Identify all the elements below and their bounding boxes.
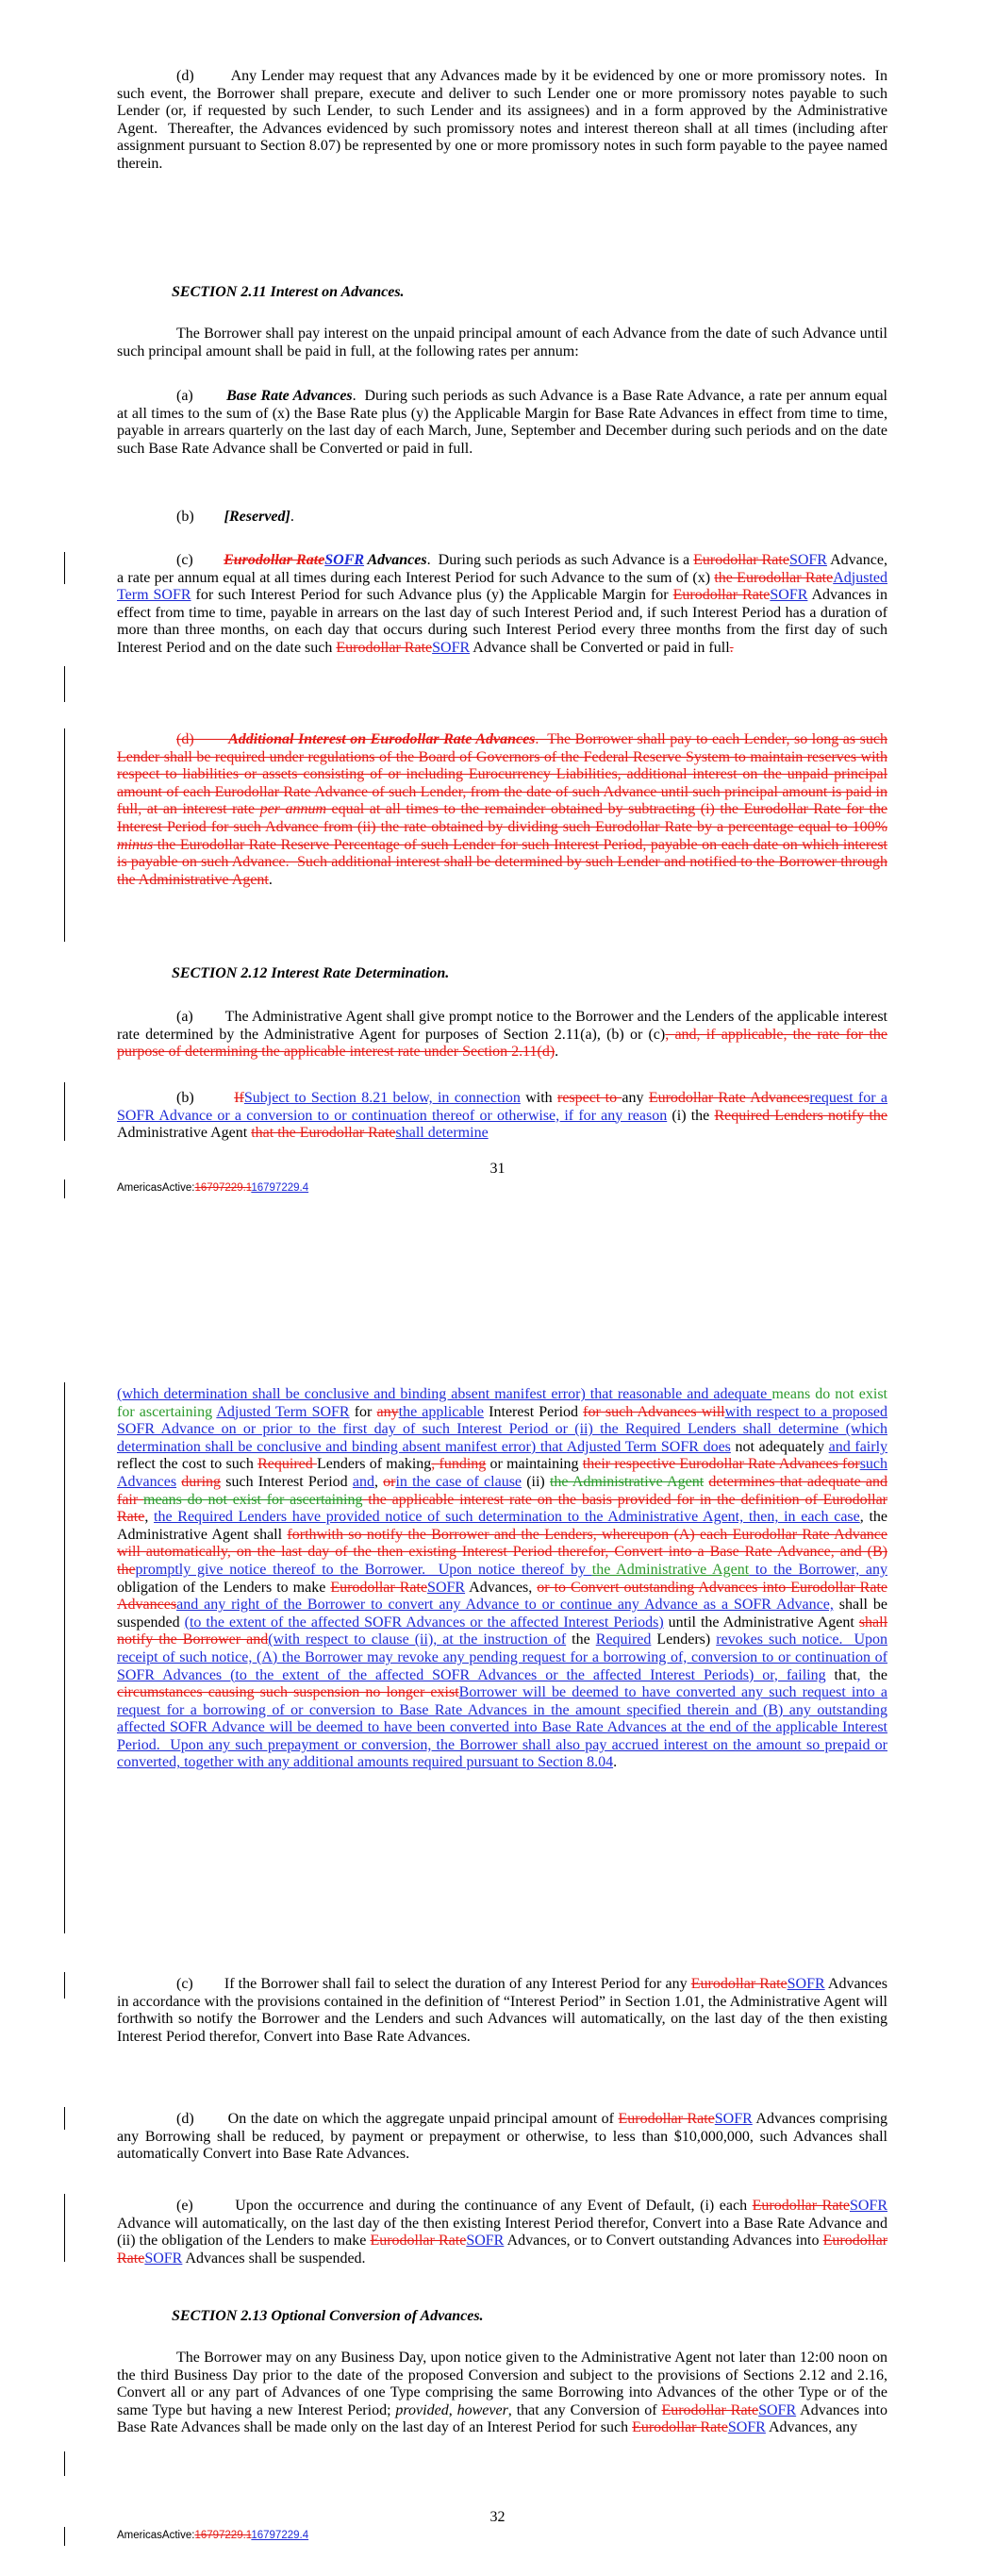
paragraph-2-12b-continued: (which determination shall be conclusive and binding absent manifest error) that reasonable and adequate means do not exist for ascertaining Adjusted Term SOFR for anythe applicable Interest Period for such Advances willwith respect to a proposed SOFR Advance on or prior to the first day of such Interest Period or (ii) the Required Lenders shall determine (which determination shall be conclusive and binding absent manifest error) that Adjusted Term SOFR does not adequately and fairly reflect the cost to such Required Lenders of making, funding or maintaining their respective Eurodollar Rate Advances forsuch Advances during such Interest Period and, orin the case of clause (ii) the Administrative Agent determines that adequate and fair means do not exist for ascertaining the applicable interest rate on the basis provided for in the definition of Eurodollar Rate, the Required Lenders have provided notice of such determination to the Administrative Agent, then, in each case, the Administrative Agent shall forthwith so notify the Borrower and the Lenders, whereupon (A) each Eurodollar Rate Advance will automatically, on the last day of the then existing Interest Period therefor, Convert into a Base Rate Advance, and (B) thepromptly give notice thereof to the Borrower. Upon notice thereof by the Administrative Agent to the Borrower, any obligation of the Lenders to make Eurodollar RateSOFR Advances, or to Convert outstanding Advances into Eurodollar Rate Advancesand any right of the Borrower to convert any Advance to or continue any Advance as a SOFR Advance, shall be suspended (to the extent of the affected SOFR Advances or the affected Interest Periods) until the Administrative Agent shall notify the Borrower and(with respect to clause (ii), at the instruction of the Required Lenders) revokes such notice. Upon receipt of such notice, (A) the Borrower may revoke any pending request for a borrowing of, conversion to or continuation of SOFR Advances (to the extent of the affected SOFR Advances or the affected Interest Periods) or, failing that, the circumstances causing such suspension no longer existBorrower will be deemed to have converted any such request into a request for a borrowing of or conversion to Base Rate Advances in the amount specified therein and (B) any outstanding affected SOFR Advance will be deemed to have been converted into Base Rate Advances at the end of the applicable Interest Period. Upon any such prepayment or conversion, the Borrower shall also pay accrued interest on the amount so prepaid or converted, together with any additional amounts required pursuant to Section 8.04.: [117, 1386, 888, 1771]
page-number: 31: [489, 1161, 506, 1177]
paragraph-2-11b: (b) [Reserved].: [176, 509, 294, 525]
change-bar: [64, 1972, 65, 1999]
change-bar: [64, 2527, 65, 2546]
change-bar: [64, 552, 65, 584]
paragraph-2-12c: (c) If the Borrower shall fail to select the duration of any Interest Period for any Eurodollar RateSOFR Advances in accordance with the provisions contained in the definition of “Interest Period” in Section 1.01, the Administrative Agent will forthwith so notify the Borrower and the Lenders and such Advances will automatically, on the last day of the then existing Interest Period therefor, Convert into Base Rate Advances.: [117, 1976, 888, 2045]
page-number: 32: [489, 2509, 506, 2525]
change-bar: [64, 2451, 65, 2476]
change-bar: [64, 2194, 65, 2262]
paragraph-2-11a: (a) Base Rate Advances. During such periods as such Advance is a Base Rate Advance, a rate per annum equal at all times to the sum of (x) the Base Rate plus (y) the Applicable Margin for Base Rate Advances in effect from time to time, payable in arrears quarterly on the last day of each March, June, September and December during such periods and on the date such Base Rate Advance shall be Converted or paid in full.: [117, 388, 887, 457]
footer-doc-id: AmericasActive:16797229.116797229.4: [117, 2530, 309, 2541]
paragraph-2-12a: (a) The Administrative Agent shall give prompt notice to the Borrower and the Lenders of the applicable interest rate determined by the Administrative Agent for purposes of Section 2.11(a), (b) or (c), and, if applicable, the rate for the purpose of determining the applicable interest rate under Section 2.11(d).: [117, 1009, 888, 1061]
section-heading-2-12: SECTION 2.12 Interest Rate Determination.: [172, 965, 450, 981]
paragraph-2-12e: (e) Upon the occurrence and during the continuance of any Event of Default, (i) each Eurodollar RateSOFR Advance will automatically, on the last day of the then existing Interest Period therefor, Convert into a Base Rate Advance and (ii) the obligation of the Lenders to make Eurodollar RateSOFR Advances, or to Convert outstanding Advances into Eurodollar RateSOFR Advances shall be suspended.: [117, 2198, 888, 2267]
paragraph-2-13: The Borrower may on any Business Day, upon notice given to the Administrative Agent not later than 12:00 noon on the third Business Day prior to the date of the proposed Conversion and subject to the provisions of Sections 2.12 and 2.16, Convert all or any part of Advances of one Type comprising the same Borrowing into Advances of the other Type or of the same Type but having a new Interest Period; provided, however, that any Conversion of Eurodollar RateSOFR Advances into Base Rate Advances shall be made only on the last day of an Interest Period for such Eurodollar RateSOFR Advances, any: [117, 2350, 887, 2436]
change-bar: [64, 1382, 65, 1933]
section-heading-2-11: SECTION 2.11 Interest on Advances.: [172, 284, 405, 300]
change-bar: [64, 1082, 65, 1141]
change-bar: [64, 666, 65, 702]
change-bar: [64, 1179, 65, 1198]
paragraph-2-11c: (c) Eurodollar RateSOFR Advances. During such periods as such Advance is a Eurodollar RateSOFR Advance, a rate per annum equal at all times during each Interest Period for such Advance to the sum of (x) the Eurodollar RateAdjusted Term SOFR for such Interest Period for such Advance plus (y) the Applicable Margin for Eurodollar RateSOFR Advances in effect from time to time, payable in arrears on the last day of such Interest Period and, if such Interest Period has a duration of more than three months, on each day that occurs during such Interest Period every three months from the first day of such Interest Period and on the date such Eurodollar RateSOFR Advance shall be Converted or paid in full.: [117, 552, 887, 656]
paragraph-2-12b-start: (b) IfSubject to Section 8.21 below, in connection with respect to any Eurodollar Rate Advancesrequest for a SOFR Advance or a conversion to or continuation thereof or otherwise, if for any reason (i) the Required Lenders notify the Administrative Agent that the Eurodollar Rateshall determine: [117, 1090, 888, 1142]
footer-doc-id: AmericasActive:16797229.116797229.4: [117, 1182, 309, 1194]
page-32: [0, 1288, 995, 2576]
section-heading-2-13: SECTION 2.13 Optional Conversion of Advances.: [172, 2308, 484, 2324]
paragraph-2-10d: (d) Any Lender may request that any Advances made by it be evidenced by one or more promissory notes. In such event, the Borrower shall prepare, execute and deliver to such Lender one or more promissory notes payable to such Lender (or, if requested by such Lender, to such Lender and its assignees) and in a form approved by the Administrative Agent. Thereafter, the Advances evidenced by such promissory notes and interest thereon shall at all times (including after assignment pursuant to Section 8.07) be represented by one or more promissory notes in such form payable to the payee named therein.: [117, 68, 887, 172]
paragraph-2-12d: (d) On the date on which the aggregate unpaid principal amount of Eurodollar RateSOFR Advances comprising any Borrowing shall be reduced, by payment or prepayment or otherwise, to less than $10,000,000, such Advances shall automatically Convert into Base Rate Advances.: [117, 2111, 887, 2163]
paragraph-2-11d-deleted: (d) Additional Interest on Eurodollar Rate Advances. The Borrower shall pay to each Lender, so long as such Lender shall be required under regulations of the Board of Governors of the Federal Reserve System to maintain reserves with respect to liabilities or assets consisting of or including Eurocurrency Liabilities, additional interest on the unpaid principal amount of each Eurodollar Rate Advance of such Lender, from the date of such Advance until such principal amount is paid in full, at an interest rate per annum equal at all times to the remainder obtained by subtracting (i) the Eurodollar Rate for the Interest Period for such Advance from (ii) the rate obtained by dividing such Eurodollar Rate by a percentage equal to 100% minus the Eurodollar Rate Reserve Percentage of such Lender for such Interest Period, payable on each date on which interest is payable on such Advance. Such additional interest shall be determined by such Lender and notified to the Borrower through the Administrative Agent.: [117, 731, 887, 888]
change-bar: [64, 2107, 65, 2130]
paragraph-2-11-intro: The Borrower shall pay interest on the unpaid principal amount of each Advance from the date of such Advance until such principal amount shall be paid in full, at the following rates per annum:: [117, 326, 887, 360]
change-bar: [64, 728, 65, 942]
